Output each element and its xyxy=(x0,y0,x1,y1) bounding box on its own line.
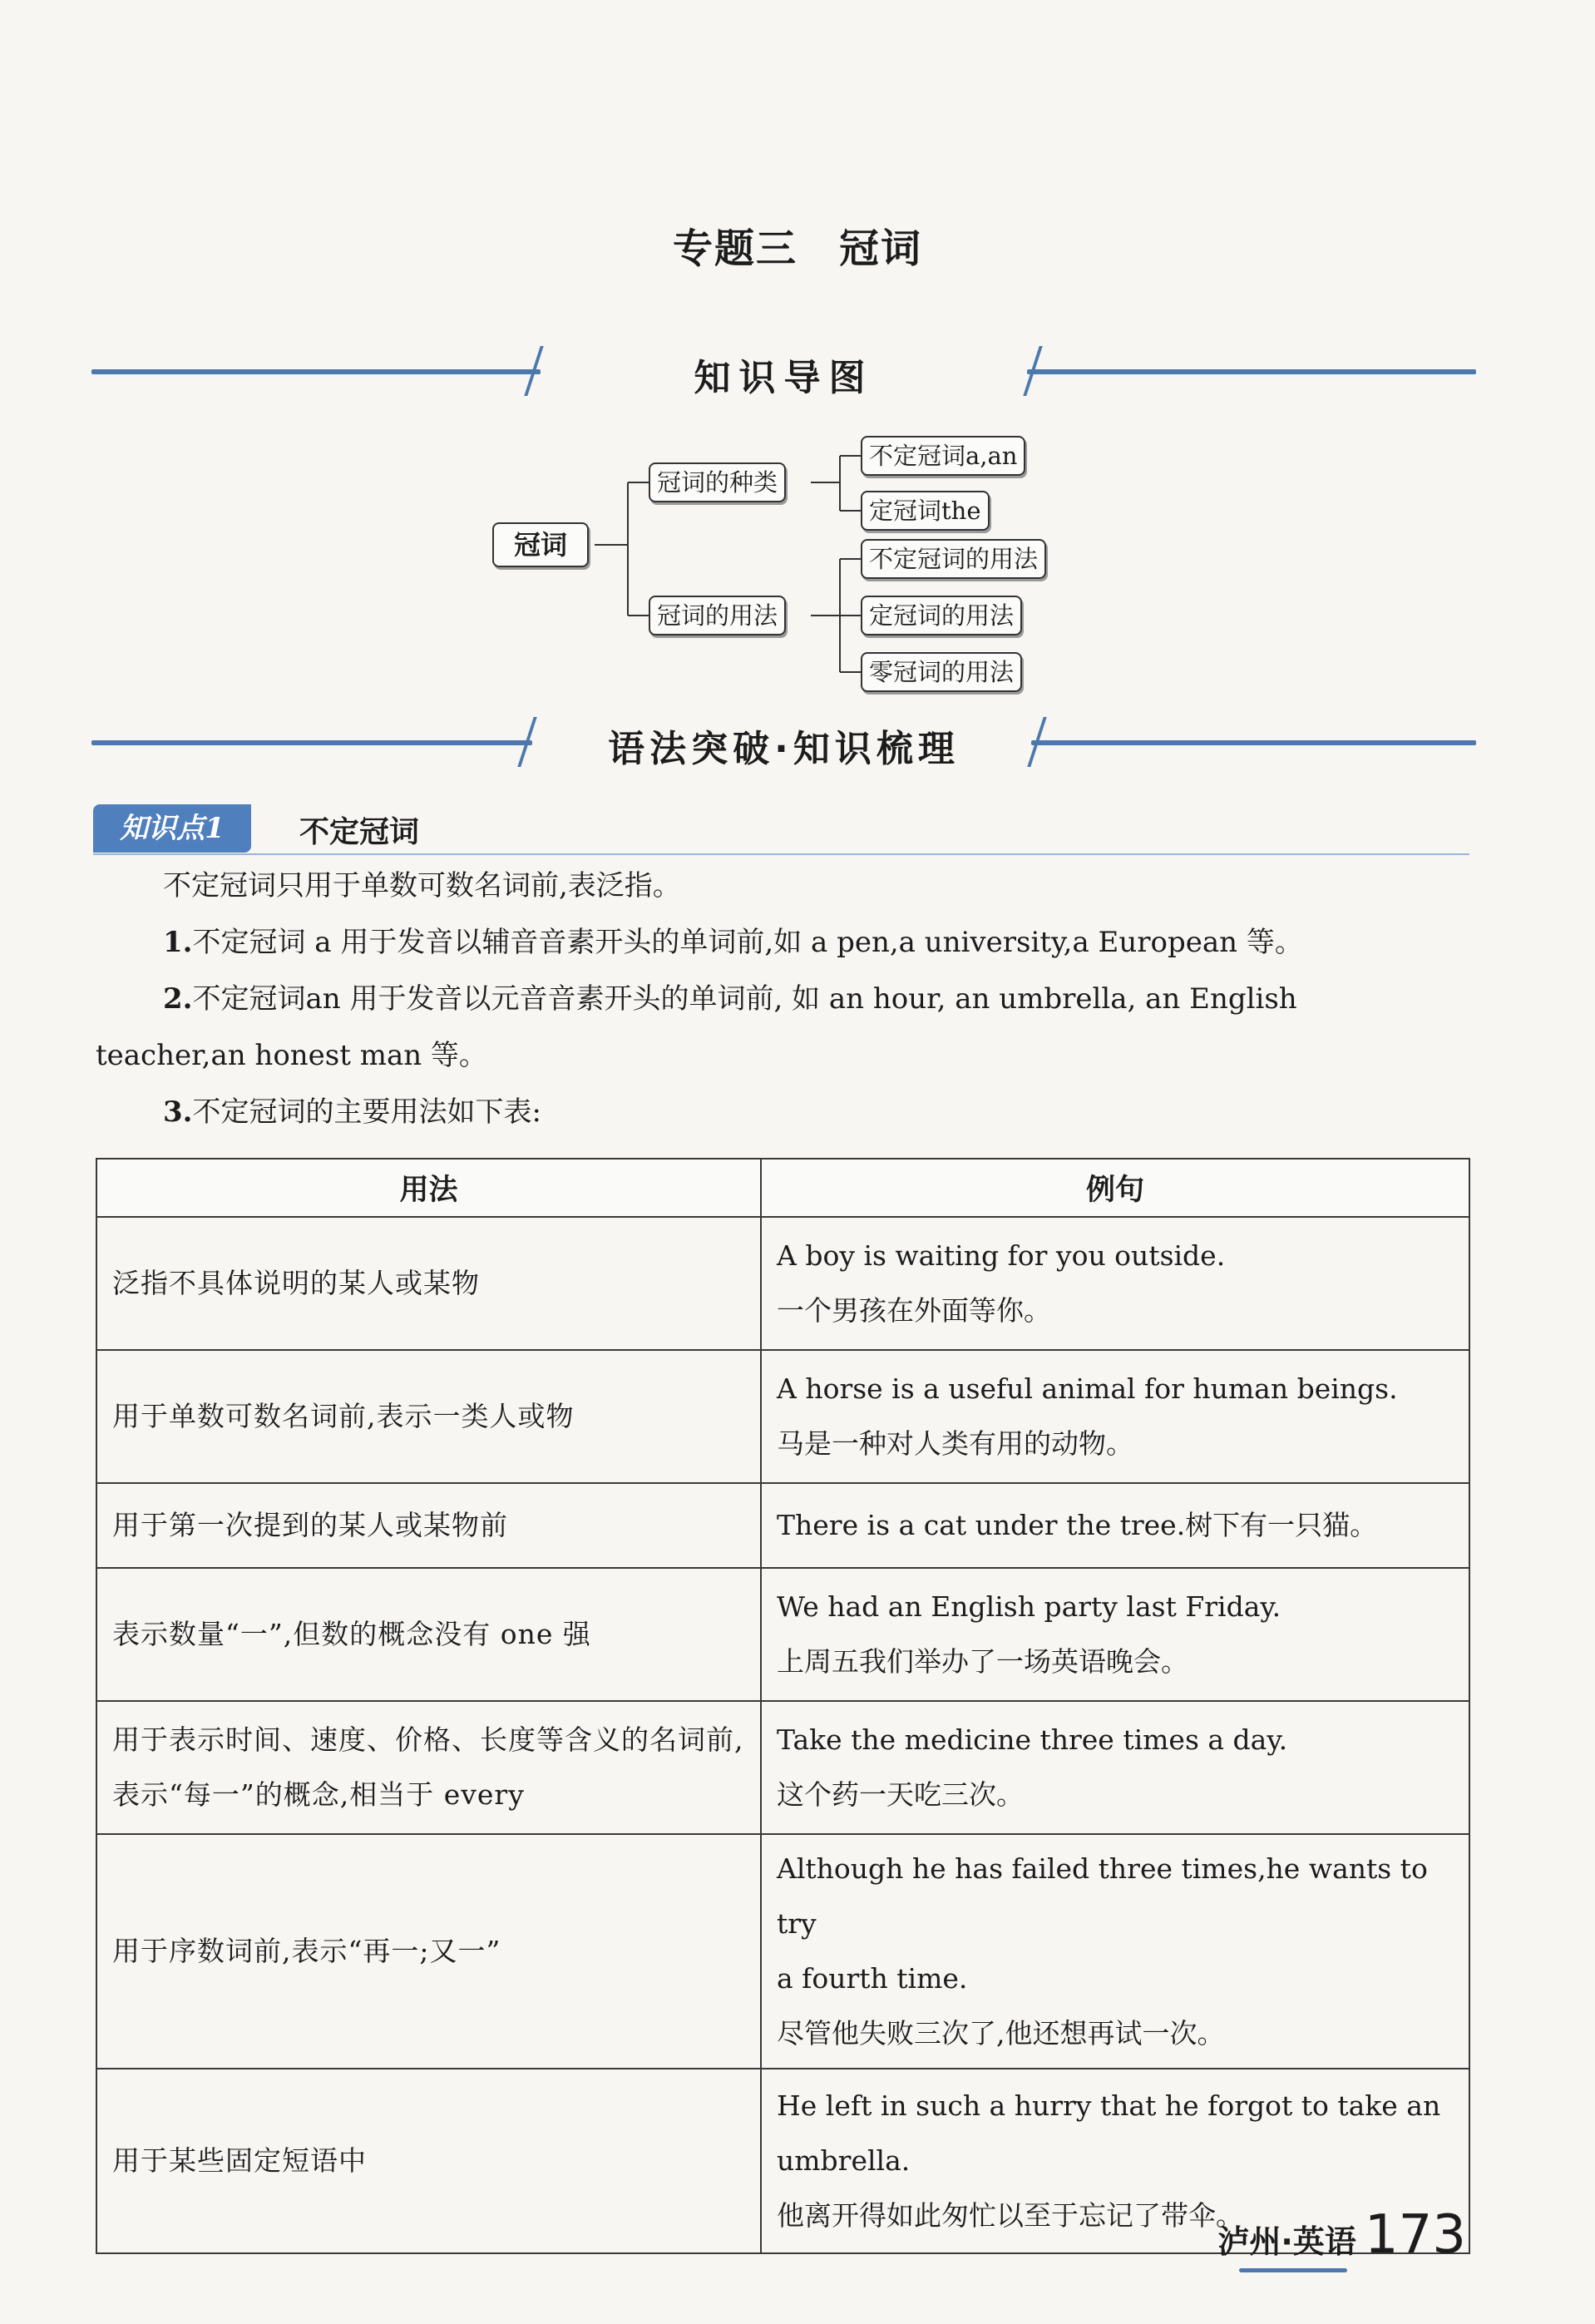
example-line: 尽管他失败三次了,他还想再试一次。 xyxy=(777,2017,1225,2050)
mindmap-branch-types: 冠词的种类 xyxy=(649,462,786,502)
example-cell xyxy=(761,1834,1469,2069)
knowledge-point-title: 不定冠词 xyxy=(299,815,420,849)
table-row xyxy=(96,1217,1469,1350)
table-row xyxy=(96,1568,1469,1701)
mindmap-leaf: 定冠词的用法 xyxy=(861,596,1022,635)
usage-cell: 用于序数词前,表示“再一;又一” xyxy=(96,1834,761,2069)
example-line: He left in such a hurry that he forgot to take an xyxy=(777,2089,1441,2122)
rule-number: 1. xyxy=(163,926,193,959)
rule-item xyxy=(163,922,1303,963)
intro-paragraph: 不定冠词只用于单数可数名词前,表泛指。 xyxy=(163,869,681,902)
example-line: a fourth time. xyxy=(777,1962,968,1995)
knowledge-map-heading: 知识导图 xyxy=(694,357,874,399)
usage-table xyxy=(96,1158,1470,2254)
footer-accent-line xyxy=(1239,2268,1347,2272)
example-cell xyxy=(761,1568,1469,1701)
example-line: We had an English party last Friday. xyxy=(777,1590,1281,1623)
page-title: 专题三 冠词 xyxy=(672,225,922,272)
rule-text: 不定冠词an 用于发音以元音音素开头的单词前, 如 an hour, an umbrella, an English xyxy=(192,982,1297,1016)
example-line: umbrella. xyxy=(777,2144,911,2177)
example-line: There is a cat under the tree.树下有一只猫。 xyxy=(777,1509,1378,1541)
example-line: 这个药一天吃三次。 xyxy=(777,1778,1024,1811)
example-line: 一个男孩在外面等你。 xyxy=(777,1294,1051,1327)
table-row xyxy=(96,1350,1469,1483)
column-header-usage: 用法 xyxy=(96,1159,761,1217)
mindmap-leaf: 零冠词的用法 xyxy=(861,652,1022,692)
mindmap-leaf: 不定冠词的用法 xyxy=(861,539,1046,579)
example-line: 上周五我们举办了一场英语晚会。 xyxy=(777,1645,1188,1678)
table-header-row xyxy=(96,1159,1469,1217)
grammar-banner xyxy=(91,717,1476,770)
usage-cell: 泛指不具体说明的某人或某物 xyxy=(96,1217,761,1350)
knowledge-point-badge: 知识点1 xyxy=(93,804,251,853)
example-cell xyxy=(761,1483,1469,1568)
rule-number: 2. xyxy=(163,982,193,1016)
usage-cell: 表示数量“一”,但数的概念没有 one 强 xyxy=(96,1568,761,1701)
example-cell xyxy=(761,1217,1469,1350)
table-row xyxy=(96,1834,1469,2069)
example-line: 马是一种对人类有用的动物。 xyxy=(777,1427,1133,1460)
example-cell xyxy=(761,1350,1469,1483)
usage-cell: 用于单数可数名词前,表示一类人或物 xyxy=(96,1350,761,1483)
mindmap-leaf: 定冠词the xyxy=(861,491,990,531)
example-line: Although he has failed three times,he wants to try xyxy=(777,1852,1428,1940)
rule-text: 不定冠词 a 用于发音以辅音音素开头的单词前,如 a pen,a university,a European 等。 xyxy=(192,926,1303,959)
example-line: 他离开得如此匆忙以至于忘记了带伞。 xyxy=(777,2199,1243,2232)
footer-region: 泸州·英语 xyxy=(1217,2223,1356,2260)
mindmap-root: 冠词 xyxy=(492,522,589,567)
usage-cell: 用于第一次提到的某人或某物前 xyxy=(96,1483,761,1568)
mindmap-leaf: 不定冠词a,an xyxy=(861,436,1025,476)
column-header-example: 例句 xyxy=(761,1159,1469,1217)
rule-item xyxy=(163,1091,541,1133)
grammar-heading: 语法突破·知识梳理 xyxy=(608,728,960,770)
rule-text-continued: teacher,an honest man 等。 xyxy=(96,1039,487,1072)
mindmap-connectors xyxy=(0,0,1595,749)
mindmap-branch-usage: 冠词的用法 xyxy=(649,596,786,635)
page-number: 173 xyxy=(1364,2204,1466,2266)
example-cell xyxy=(761,1701,1469,1834)
table-row xyxy=(96,1483,1469,1568)
knowledge-point-divider xyxy=(93,853,1469,855)
usage-cell: 用于表示时间、速度、价格、长度等含义的名词前,表示“每一”的概念,相当于 every xyxy=(96,1701,761,1834)
rule-text: 不定冠词的主要用法如下表: xyxy=(192,1095,541,1129)
table-row xyxy=(96,1701,1469,1834)
example-line: Take the medicine three times a day. xyxy=(777,1723,1288,1756)
example-line: A boy is waiting for you outside. xyxy=(777,1239,1226,1272)
rule-number: 3. xyxy=(163,1095,193,1129)
example-line: A horse is a useful animal for human beings. xyxy=(777,1372,1398,1405)
page-footer xyxy=(1217,2204,1466,2266)
usage-cell: 用于某些固定短语中 xyxy=(96,2069,761,2253)
rule-item xyxy=(163,978,1297,1020)
